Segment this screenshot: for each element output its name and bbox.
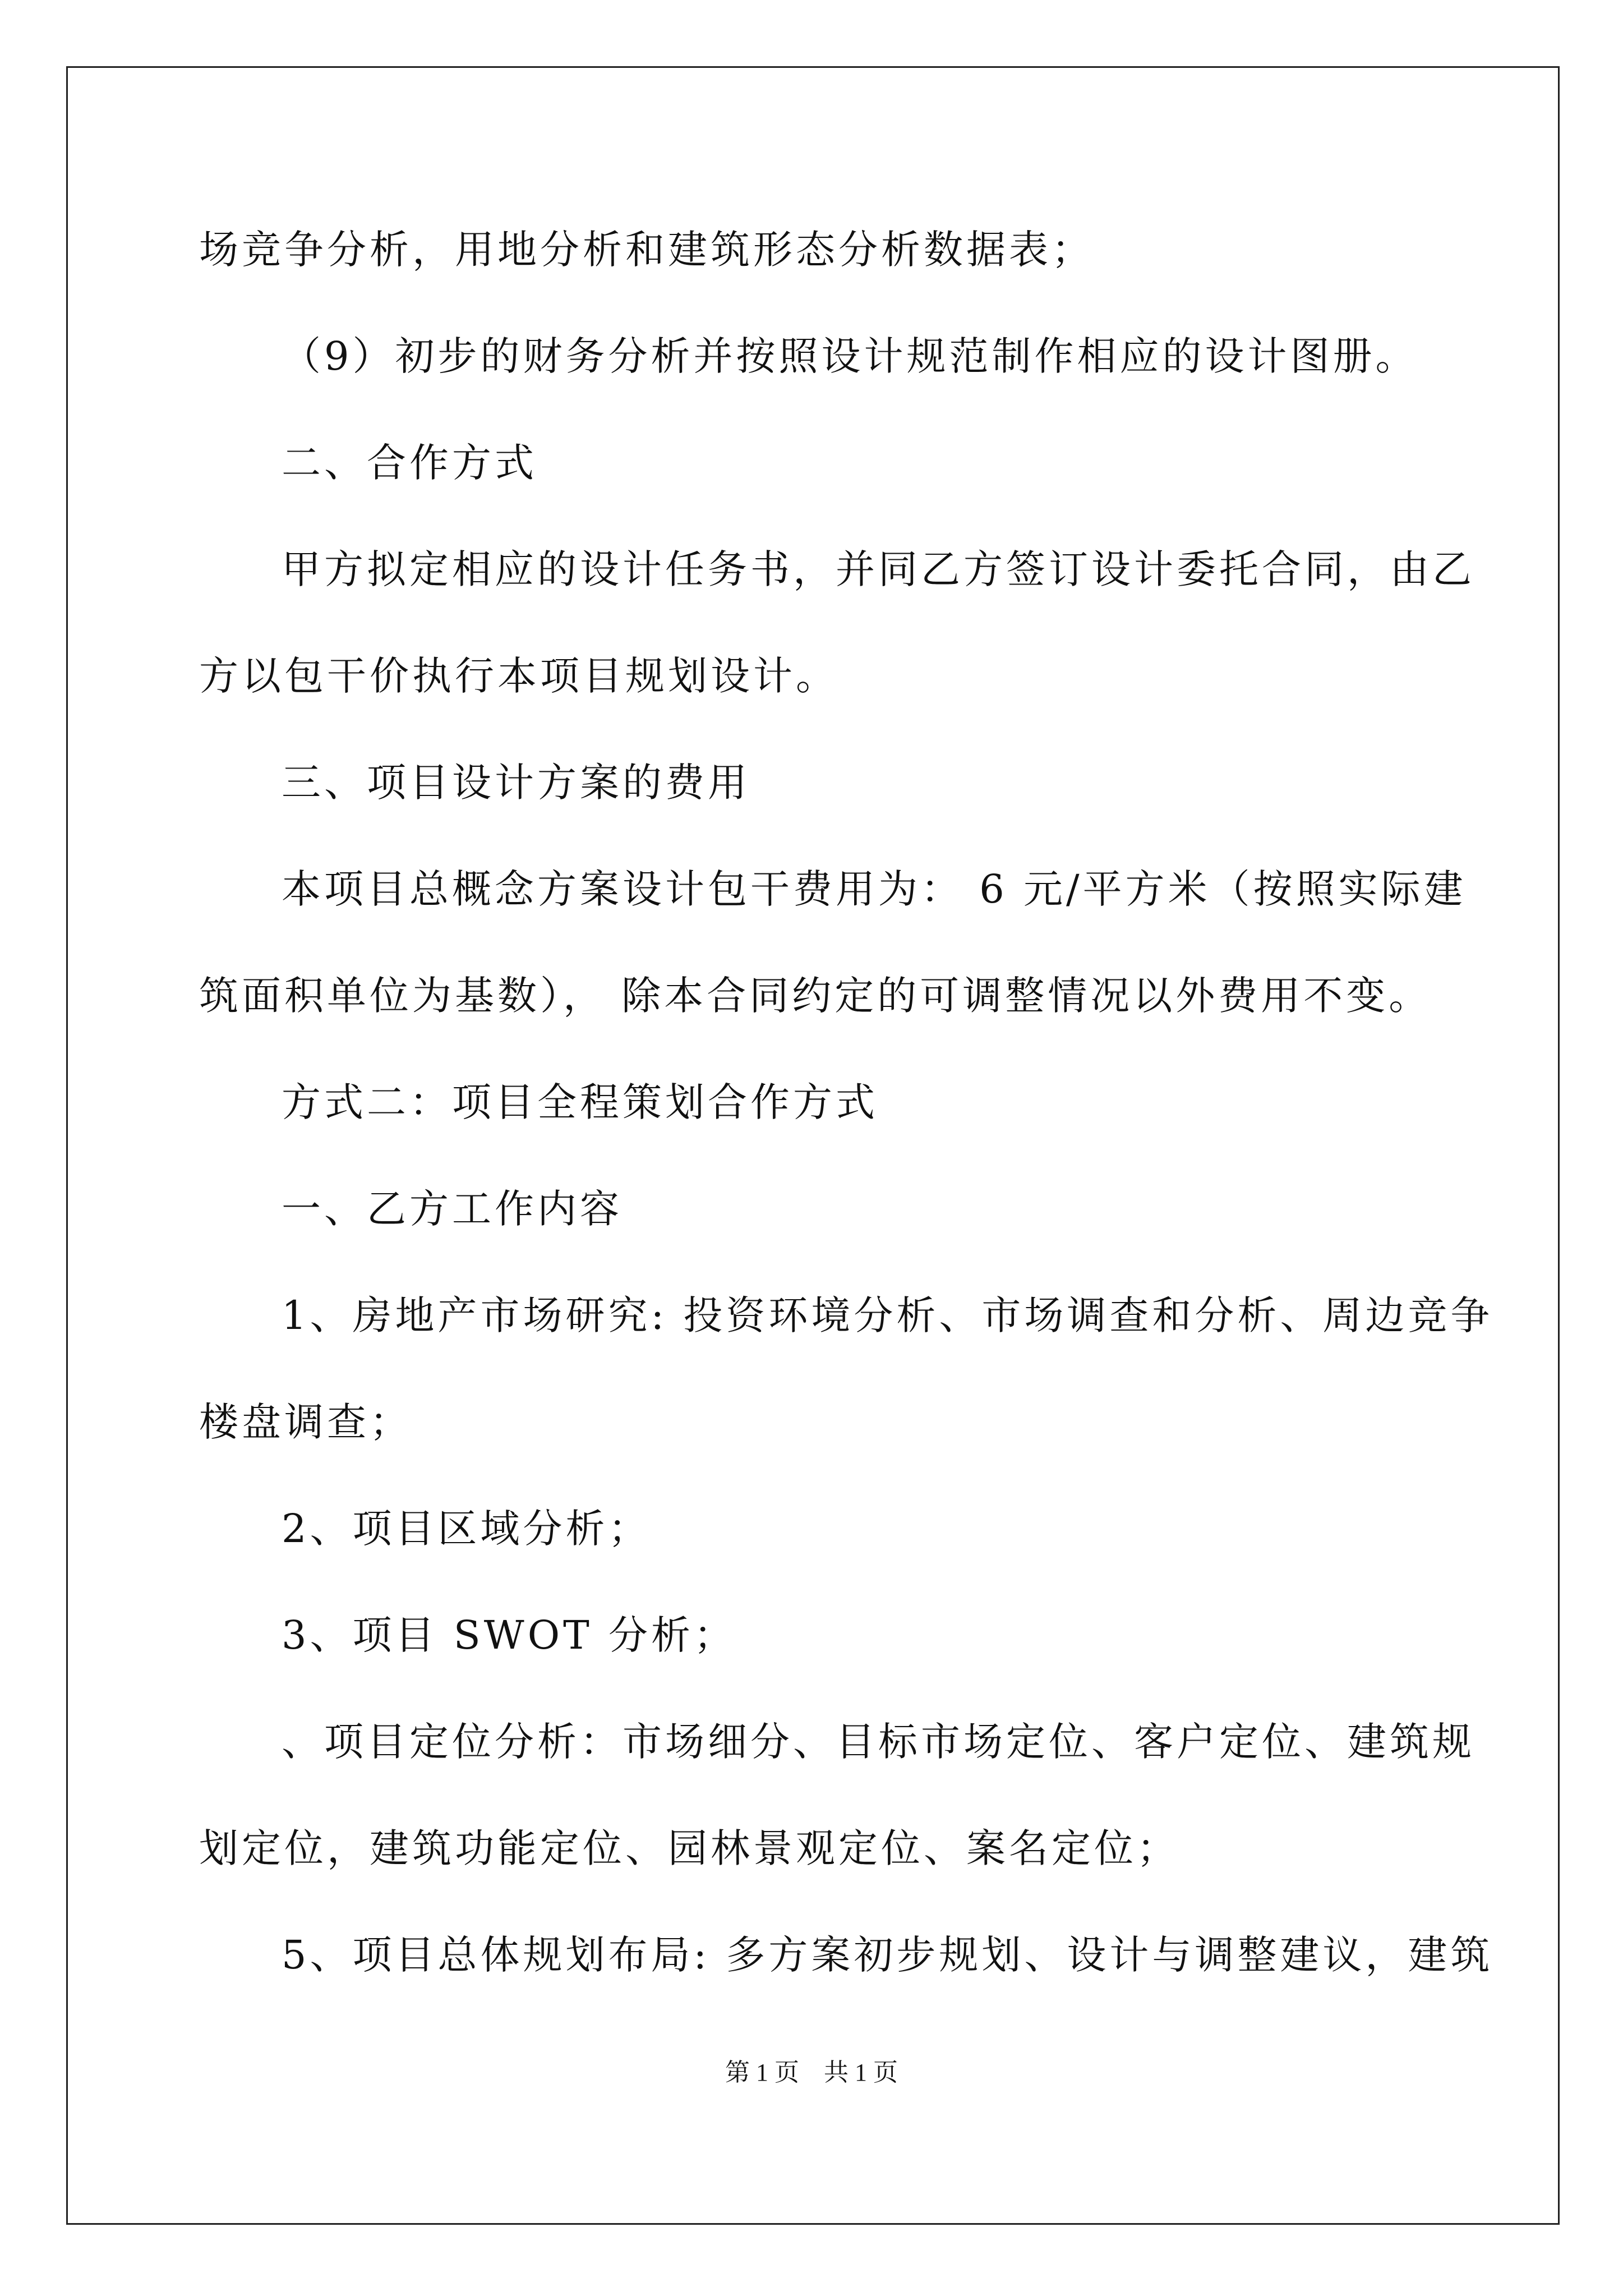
text-line: 2、项目区域分析；: [282, 1506, 651, 1552]
text-line: 、项目定位分析：市场细分、目标市场定位、客户定位、建筑规: [282, 1719, 1475, 1765]
section-heading: 三、项目设计方案的费用: [282, 760, 750, 806]
text-line: 甲方拟定相应的设计任务书，并同乙方签订设计委托合同，由乙: [282, 546, 1475, 592]
text-line: 划定位，建筑功能定位、园林景观定位、案名定位；: [199, 1825, 1179, 1871]
text-line: 1、房地产市场研究: 投资环境分析、市场调查和分析、周边竞争: [282, 1292, 1493, 1338]
section-heading: 方式二：项目全程策划合作方式: [282, 1079, 878, 1125]
text-line: 场竞争分析，用地分析和建筑形态分析数据表；: [199, 227, 1094, 273]
text-line: 方以包干价执行本项目规划设计。: [199, 653, 838, 699]
page-number-footer: 第 1 页 共 1 页: [725, 2059, 898, 2086]
text-line: 本项目总概念方案设计包干费用为： 6 元/平方米（按照实际建: [282, 866, 1467, 912]
text-line: 3、项目 SWOT 分析；: [282, 1612, 737, 1658]
text-line: （9）初步的财务分析并按照设计规范制作相应的设计图册。: [282, 333, 1418, 379]
section-heading: 二、合作方式: [282, 440, 537, 486]
text-line: 5、项目总体规划布局: 多方案初步规划、设计与调整建议，建筑: [282, 1932, 1493, 1978]
text-line: 楼盘调查；: [199, 1399, 412, 1445]
text-line: 筑面积单位为基数）， 除本合同约定的可调整情况以外费用不变。: [199, 973, 1432, 1019]
section-heading: 一、乙方工作内容: [282, 1186, 623, 1232]
